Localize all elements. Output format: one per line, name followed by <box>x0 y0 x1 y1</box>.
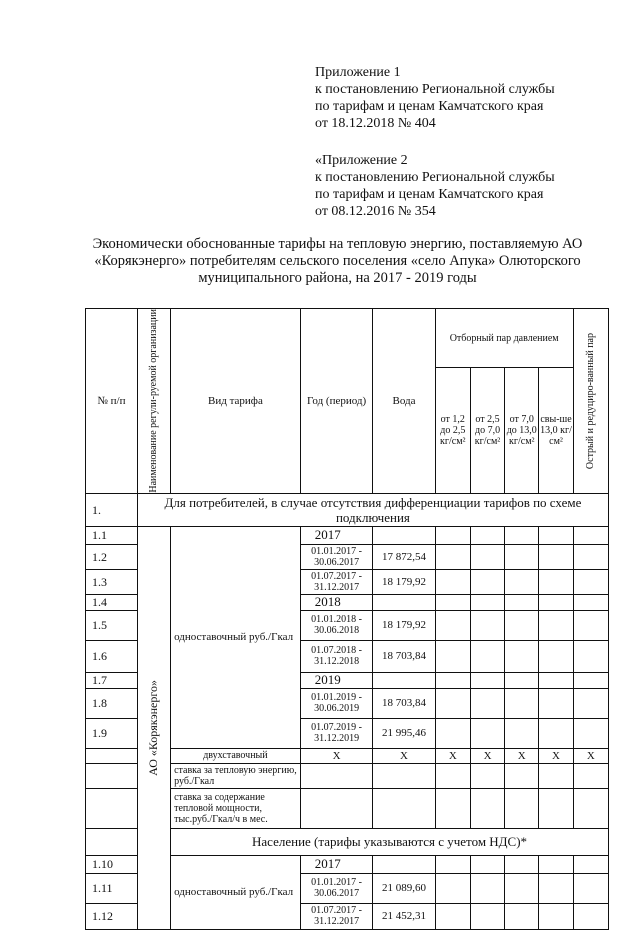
row-num: 1.6 <box>86 640 138 672</box>
row-num: 1.7 <box>86 672 138 688</box>
appendix-2-line: от 08.12.2016 № 354 <box>315 204 436 219</box>
x-mark: X <box>573 748 608 763</box>
cell-empty <box>505 718 539 748</box>
header-water: Вода <box>373 309 435 494</box>
period-cell: 01.07.2017 - 31.12.2017 <box>300 569 373 594</box>
x-mark: X <box>300 748 373 763</box>
water-value: 18 703,84 <box>373 640 435 672</box>
cell-empty <box>573 903 608 929</box>
appendix-2-header <box>315 152 555 220</box>
header-steam-2: от 2,5 до 7,0 кг/см² <box>470 368 504 493</box>
header-steam-4: свы-ше 13,0 кг/см² <box>539 368 573 493</box>
document-title: Экономически обоснованные тарифы на тепловую энергию, поставляемую АО «Корякэнерго» потребителям сельского поселения «село Апука» Олюторского муниципального района, на 2017 - 2019 годы <box>92 236 583 286</box>
row-num: 1.3 <box>86 569 138 594</box>
water-value: 18 703,84 <box>373 688 435 718</box>
cell-empty <box>470 688 504 718</box>
cell-empty <box>573 763 608 788</box>
cell-empty <box>435 903 470 929</box>
appendix-1-line: к постановлению Региональной службы <box>315 82 555 97</box>
row-num: 1.11 <box>86 873 138 903</box>
row-num: 1.1 <box>86 526 138 544</box>
header-num: № п/п <box>86 309 138 494</box>
row-num: 1.12 <box>86 903 138 929</box>
cell-empty <box>470 672 504 688</box>
cell-empty <box>470 640 504 672</box>
cell-empty <box>505 873 539 903</box>
cell-empty <box>539 718 573 748</box>
cell-empty <box>435 873 470 903</box>
cell-empty <box>573 718 608 748</box>
cell-empty <box>505 526 539 544</box>
cell-empty <box>435 688 470 718</box>
cell-empty <box>300 788 373 828</box>
appendix-1-line: по тарифам и ценам Камчатского края <box>315 99 544 114</box>
cell-empty <box>435 526 470 544</box>
cell-empty <box>470 763 504 788</box>
cell-empty <box>505 640 539 672</box>
period-cell: 01.07.2019 - 31.12.2019 <box>300 718 373 748</box>
period-cell: 01.01.2017 - 30.06.2017 <box>300 873 373 903</box>
section-2-label: Население (тарифы указываются с учетом НДС)* <box>171 828 609 855</box>
period-cell: 01.07.2018 - 31.12.2018 <box>300 640 373 672</box>
cell-empty <box>373 526 435 544</box>
period-cell: 01.01.2019 - 30.06.2019 <box>300 688 373 718</box>
cell-empty <box>435 788 470 828</box>
cell-empty <box>573 594 608 610</box>
cell-empty <box>470 569 504 594</box>
row-num: 1.8 <box>86 688 138 718</box>
cell-empty <box>573 640 608 672</box>
cell-empty <box>573 788 608 828</box>
header-org-text: Наименование регули-руемой организации <box>148 309 160 493</box>
cell-empty <box>470 526 504 544</box>
appendix-2-line: по тарифам и ценам Камчатского края <box>315 187 544 202</box>
header-org <box>137 309 170 494</box>
cell-empty <box>539 688 573 718</box>
appendix-1-line: Приложение 1 <box>315 65 401 80</box>
cell-empty <box>300 763 373 788</box>
cell-empty <box>505 544 539 569</box>
appendix-1-line: от 18.12.2018 № 404 <box>315 116 436 131</box>
year-cell: 2019 <box>300 672 373 688</box>
cell-empty <box>539 610 573 640</box>
cell-empty <box>373 763 435 788</box>
cell-empty <box>539 544 573 569</box>
cell-empty <box>573 610 608 640</box>
cell-empty <box>470 903 504 929</box>
row-num: 1. <box>86 493 138 526</box>
appendix-2-line: «Приложение 2 <box>315 153 408 168</box>
water-value: 18 179,92 <box>373 610 435 640</box>
header-steam-group: Отборный пар давлением <box>435 309 573 368</box>
row-num-empty <box>86 763 138 788</box>
year-cell: 2018 <box>300 594 373 610</box>
cell-empty <box>573 855 608 873</box>
one-rate-label-2: одноставочный руб./Гкал <box>171 855 301 929</box>
cell-empty <box>505 610 539 640</box>
cell-empty <box>539 569 573 594</box>
heat-rate-label: ставка за тепловую энергию, руб./Гкал <box>171 763 301 788</box>
row-num-empty <box>86 748 138 763</box>
cell-empty <box>539 903 573 929</box>
cell-empty <box>470 594 504 610</box>
cell-empty <box>435 718 470 748</box>
cell-empty <box>539 672 573 688</box>
cell-empty <box>573 544 608 569</box>
cell-empty <box>505 688 539 718</box>
period-cell: 01.07.2017 - 31.12.2017 <box>300 903 373 929</box>
cell-empty <box>539 788 573 828</box>
cell-empty <box>435 610 470 640</box>
cell-empty <box>373 788 435 828</box>
cell-empty <box>505 763 539 788</box>
x-mark: X <box>470 748 504 763</box>
cell-empty <box>435 569 470 594</box>
water-value: 17 872,54 <box>373 544 435 569</box>
cell-empty <box>539 526 573 544</box>
cell-empty <box>373 672 435 688</box>
two-rate-label: двухставочный <box>171 748 301 763</box>
year-cell: 2017 <box>300 855 373 873</box>
cell-empty <box>470 610 504 640</box>
water-value: 21 089,60 <box>373 873 435 903</box>
period-cell: 01.01.2018 - 30.06.2018 <box>300 610 373 640</box>
row-num: 1.9 <box>86 718 138 748</box>
cell-empty <box>539 763 573 788</box>
cell-empty <box>505 903 539 929</box>
header-sharp-text: Острый и редуциро-ванный пар <box>585 332 597 469</box>
header-period: Год (период) <box>300 309 373 494</box>
row-num-empty <box>86 788 138 828</box>
cell-empty <box>573 672 608 688</box>
row-num-empty <box>86 828 138 855</box>
x-mark: X <box>539 748 573 763</box>
cell-empty <box>435 855 470 873</box>
x-mark: X <box>373 748 435 763</box>
year-cell: 2017 <box>300 526 373 544</box>
header-steam-1: от 1,2 до 2,5 кг/см² <box>435 368 470 493</box>
appendix-1-header <box>315 64 555 132</box>
cell-empty <box>505 594 539 610</box>
cell-empty <box>505 672 539 688</box>
cell-empty <box>539 640 573 672</box>
row-num: 1.5 <box>86 610 138 640</box>
cell-empty <box>505 569 539 594</box>
water-value: 21 995,46 <box>373 718 435 748</box>
cell-empty <box>470 788 504 828</box>
cell-empty <box>435 672 470 688</box>
header-tariff-type: Вид тарифа <box>171 309 301 494</box>
cell-empty <box>539 855 573 873</box>
cell-empty <box>470 855 504 873</box>
cell-empty <box>573 688 608 718</box>
section-1-label: Для потребителей, в случае отсутствия дифференциации тарифов по схеме подключения <box>137 493 608 526</box>
cell-empty <box>573 873 608 903</box>
one-rate-label: одноставочный руб./Гкал <box>171 526 301 748</box>
cell-empty <box>505 855 539 873</box>
header-sharp-steam <box>573 309 608 494</box>
row-num: 1.2 <box>86 544 138 569</box>
cell-empty <box>539 873 573 903</box>
cell-empty <box>470 718 504 748</box>
appendix-2-line: к постановлению Региональной службы <box>315 170 555 185</box>
org-name: АО «Корякэнерго» <box>146 679 161 776</box>
cell-empty <box>435 763 470 788</box>
cell-empty <box>573 569 608 594</box>
cell-empty <box>373 855 435 873</box>
x-mark: X <box>505 748 539 763</box>
cell-empty <box>539 594 573 610</box>
cell-empty <box>435 544 470 569</box>
cell-empty <box>505 788 539 828</box>
water-value: 21 452,31 <box>373 903 435 929</box>
cell-empty <box>573 526 608 544</box>
cell-empty <box>435 640 470 672</box>
org-name-cell <box>137 526 170 929</box>
row-num: 1.4 <box>86 594 138 610</box>
x-mark: X <box>435 748 470 763</box>
cell-empty <box>470 873 504 903</box>
row-num: 1.10 <box>86 855 138 873</box>
period-cell: 01.01.2017 - 30.06.2017 <box>300 544 373 569</box>
water-value: 18 179,92 <box>373 569 435 594</box>
cell-empty <box>373 594 435 610</box>
capacity-rate-label: ставка за содержание тепловой мощности, тыс.руб./Гкал/ч в мес. <box>171 788 301 828</box>
header-steam-3: от 7,0 до 13,0 кг/см² <box>505 368 539 493</box>
tariff-table <box>85 308 609 930</box>
cell-empty <box>435 594 470 610</box>
cell-empty <box>470 544 504 569</box>
